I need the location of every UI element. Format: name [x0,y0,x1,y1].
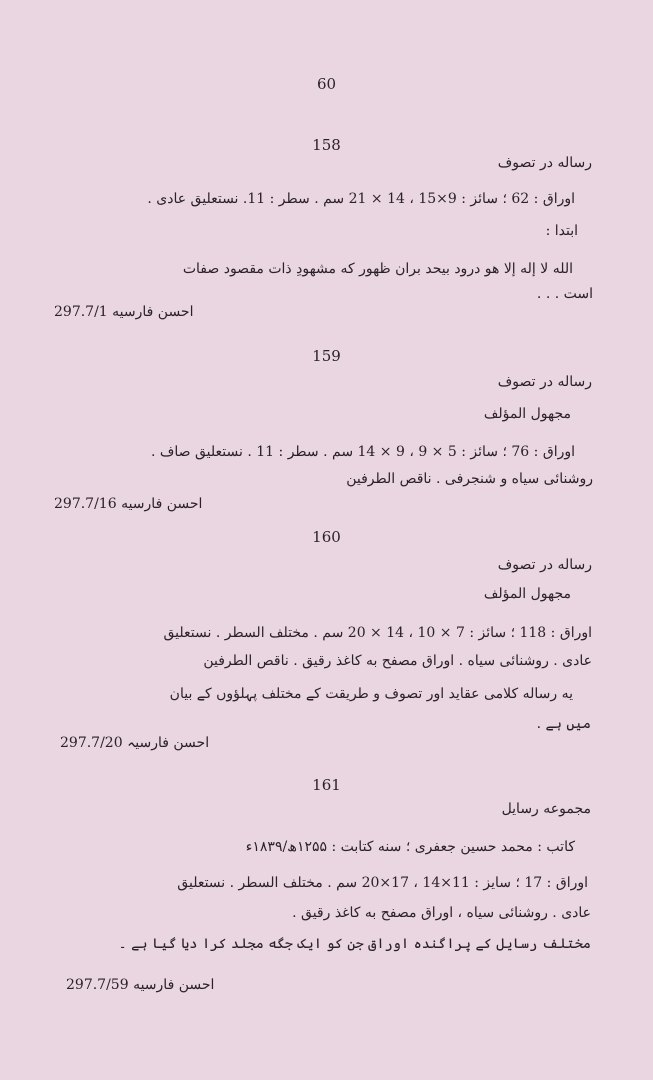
entry-number: 158 [312,136,341,154]
entry-description: اوراق : 62 ؛ سائز : 9×15 ، 14 × 21 سم . سطر : 11. نستعلیق عادی . [147,191,575,207]
shelfmark: احسن فارسیه 297.7/16 [54,496,203,512]
entry-description: عادی . روشنائی سیاه ، اوراق مصفح به کاغذ رقیق . [292,905,591,921]
entry-incipit-text: است . . . [536,286,593,302]
entry-note: یه رساله کلامی عقاید اور تصوف و طریقت کے مختلف پہلؤوں کے بیان [169,686,573,702]
shelfmark: احسن فارسیه 297.7/59 [66,977,215,993]
entry-author: مجهول المؤلف [483,406,571,422]
entry-description: عادی . روشنائی سیاه . اوراق مصفح به کاغذ رقیق . ناقص الطرفین [203,653,592,669]
entry-scribe: کاتب : محمد حسین جعفری ؛ سنه کتابت : ۱۲۵۵ھ/۱۸۳۹ء [245,839,575,855]
entry-number: 160 [312,528,341,546]
entry-title: رساله در تصوف [497,557,592,573]
entry-incipit-text: الله لا إله إلا هو درود بیحد بران ظهور که مشهودِ ذات مقصود صفات [182,261,573,277]
entry-note: مختلف رسایل کے پراگنده اوراق جن کو ایک جگه مجلد کرا دیا گیا ہے ۔ [118,936,591,952]
entry-incipit-label: ابتدا : [545,223,578,239]
shelfmark: احسن فارسیه 297.7/1 [54,304,194,320]
entry-note: میں ہے . [536,716,591,732]
entry-title: مجموعه رسایل [501,801,591,817]
entry-description: اوراق : 118 ؛ سائز : 7 × 10 ، 14 × 20 سم . مختلف السطر . نستعلیق [163,625,592,641]
entry-title: رساله در تصوف [497,374,592,390]
entry-number: 159 [312,347,341,365]
entry-number: 161 [312,776,341,794]
entry-title: رساله در تصوف [497,155,592,171]
entry-author: مجهول المؤلف [483,586,571,602]
entry-description: اوراق : 17 ؛ سایز : 11×14 ، 17×20 سم . مختلف السطر . نستعلیق [177,875,588,891]
entry-description: اوراق : 76 ؛ سائز : 5 × 9 ، 9 × 14 سم . سطر : 11 . نستعلیق صاف . [150,444,575,460]
entry-description: روشنائی سیاه و شنجرفی . ناقص الطرفین [346,471,593,487]
shelfmark: احسن فارسیہ 297.7/20 [60,735,210,751]
page-number: 60 [316,75,337,93]
